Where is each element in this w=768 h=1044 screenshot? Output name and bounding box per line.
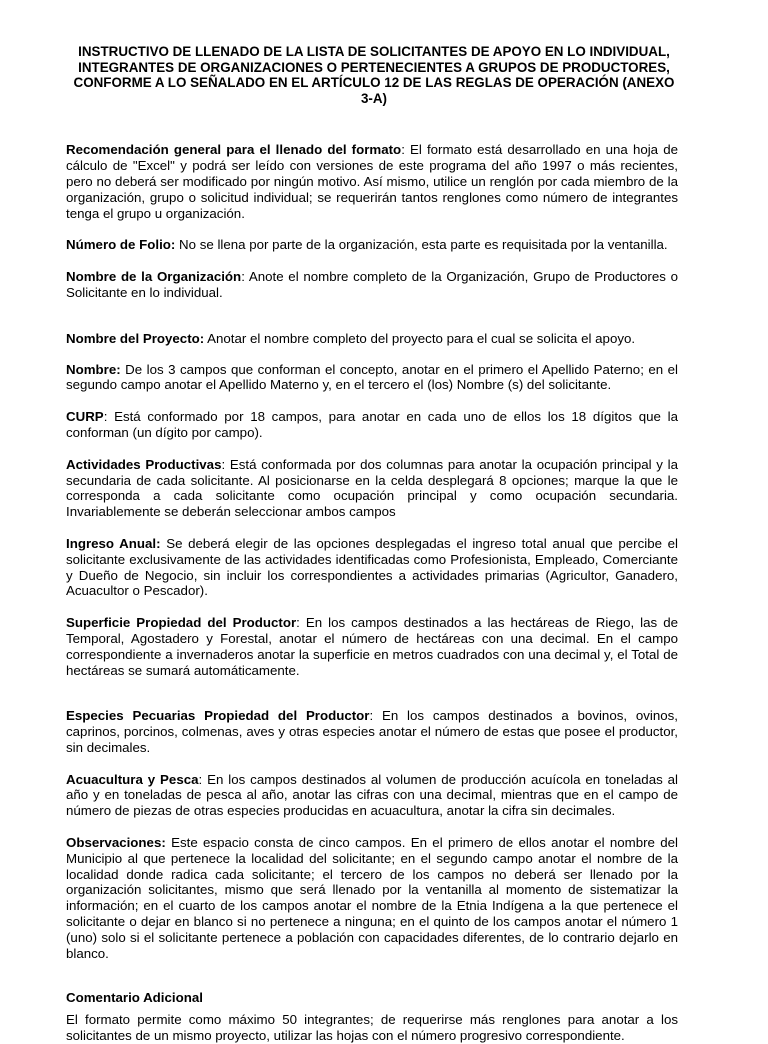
section-text: Anotar el nombre completo del proyecto para el cual se solicita el apoyo. [204, 330, 636, 346]
section-label: Observaciones: [66, 835, 166, 851]
section-label: Ingreso Anual: [66, 535, 161, 551]
section-livestock-species [66, 708, 678, 755]
additional-comment-text: El formato permite como máximo 50 integrantes; de requerirse más renglones para anotar a los solicitantes de un mismo proyecto, utilizar las hojas con el número progresivo correspondiente. [66, 1012, 678, 1044]
section-text: De los 3 campos que conforman el concepto, anotar en el primero el Apellido Paterno; en el segundo campo anotar el Apellido Materno y, en el tercero el (los) Nombre (s) del solicitante. [66, 361, 678, 393]
section-label: Nombre: [66, 361, 121, 377]
additional-comment-heading: Comentario Adicional [66, 990, 203, 1006]
section-text: : En los campos destinados a las hectáreas de Riego, las de Temporal, Agostadero y Forestal, anotar el número de hectáreas con una decimal. En el campo correspondiente a invernaderos anotar la superficie en metros cuadrados con una decimal y, el Total de hectáreas se sumará automáticamente. [66, 615, 678, 678]
section-text: : Está conformado por 18 campos, para anotar en cada uno de ellos los 18 dígitos que la conforman (un dígito por campo). [66, 409, 678, 440]
section-observations [66, 835, 678, 961]
section-label: Nombre de la Organización [66, 269, 242, 285]
section-general-recommendation [66, 142, 678, 221]
section-label: Recomendación general para el llenado del formato [66, 142, 402, 158]
section-curp [66, 409, 678, 441]
section-annual-income [66, 536, 678, 599]
section-label: Acuacultura y Pesca [66, 771, 199, 787]
section-text: Se deberá elegir de las opciones desplegadas el ingreso total anual que percibe el solicitante exclusivamente de las actividades identificadas como Profesionista, Empleado, Comerciante y Dueño de Negocio, sin incluir los correspondientes a actividades primarias (Agricultor, Ganadero, Acuacultor o Pescador). [66, 535, 678, 599]
section-land-area [66, 615, 678, 678]
section-label: CURP [66, 409, 104, 425]
section-label: Especies Pecuarias Propiedad del Productor [66, 708, 370, 724]
section-label: Actividades Productivas [66, 456, 222, 472]
section-project-name [66, 331, 678, 347]
section-text: : Está conformada por dos columnas para anotar la ocupación principal y la secundaria de cada solicitante. Al posicionarse en la celda desplegará 8 opciones; marque la que le corresponda a cada solicitante como ocupación principal y como ocupación secundaria. Invariablemente se deberán seleccionar ambos campos [66, 456, 679, 520]
section-text: : En los campos destinados al volumen de producción acuícola en toneladas al año y en toneladas de pesca al año, anotar las cifras con una decimal, mientras que en el campo de número de piezas de otras especies producidas en acuacultura, anotar la cifra sin decimales. [66, 771, 678, 819]
section-text: No se llena por parte de la organización, esta parte es requisitada por la ventanilla. [175, 237, 668, 253]
document-title: INSTRUCTIVO DE LLENADO DE LA LISTA DE SOLICITANTES DE APOYO EN LO INDIVIDUAL, INTEGRANTES DE ORGANIZACIONES O PERTENECIENTES A GRUPOS DE PRODUCTORES, CONFORME A LO SEÑALADO EN EL ARTÍCULO 12 DE LAS REGLAS DE OPERACIÓN (ANEXO 3-A) [73, 44, 675, 106]
section-label: Número de Folio: [66, 237, 176, 253]
section-productive-activities [66, 457, 678, 520]
section-label: Superficie Propiedad del Productor [66, 615, 297, 631]
section-organization-name [66, 269, 678, 301]
section-text: : El formato está desarrollado en una hoja de cálculo de "Excel" y podrá ser leído con versiones de este programa del año 1997 o más recientes, pero no deberá ser modificado por ningún motivo. Así mismo, utilice un renglón por cada miembro de la organización, grupo o solicitud individual; se requerirán tantos renglones como número de integrantes tenga el grupo u organización. [66, 142, 678, 221]
section-text: : Anote el nombre completo de la Organización, Grupo de Productores o Solicitante en lo individual. [66, 269, 678, 300]
section-aquaculture-fishing [66, 772, 678, 819]
section-label: Nombre del Proyecto: [66, 330, 205, 346]
section-name [66, 362, 678, 394]
section-text: Este espacio consta de cinco campos. En el primero de ellos anotar el nombre del Municipio al que pertenece la localidad del solicitante; en el segundo campo anotar el nombre de la localidad donde radica cada solicitante; el tercero de los campos no deberá ser llenado por la organización solicitantes, mismo que será llenado por la ventanilla al momento de sistematizar la información; en el cuarto de los campos anotar el nombre de la Etnia Indígena a la que pertenece el solicitante o dejar en blanco si no pertenece a ninguna; en el quinto de los campos anotar el número 1 (uno) solo si el solicitante pertenece a población con capacidades diferentes, de lo contrario dejarlo en blanco. [66, 835, 678, 961]
section-folio-number [66, 237, 678, 253]
section-text: : En los campos destinados a bovinos, ovinos, caprinos, porcinos, colmenas, aves y otras especies anotar el número de estas que posee el productor, sin decimales. [66, 708, 678, 755]
